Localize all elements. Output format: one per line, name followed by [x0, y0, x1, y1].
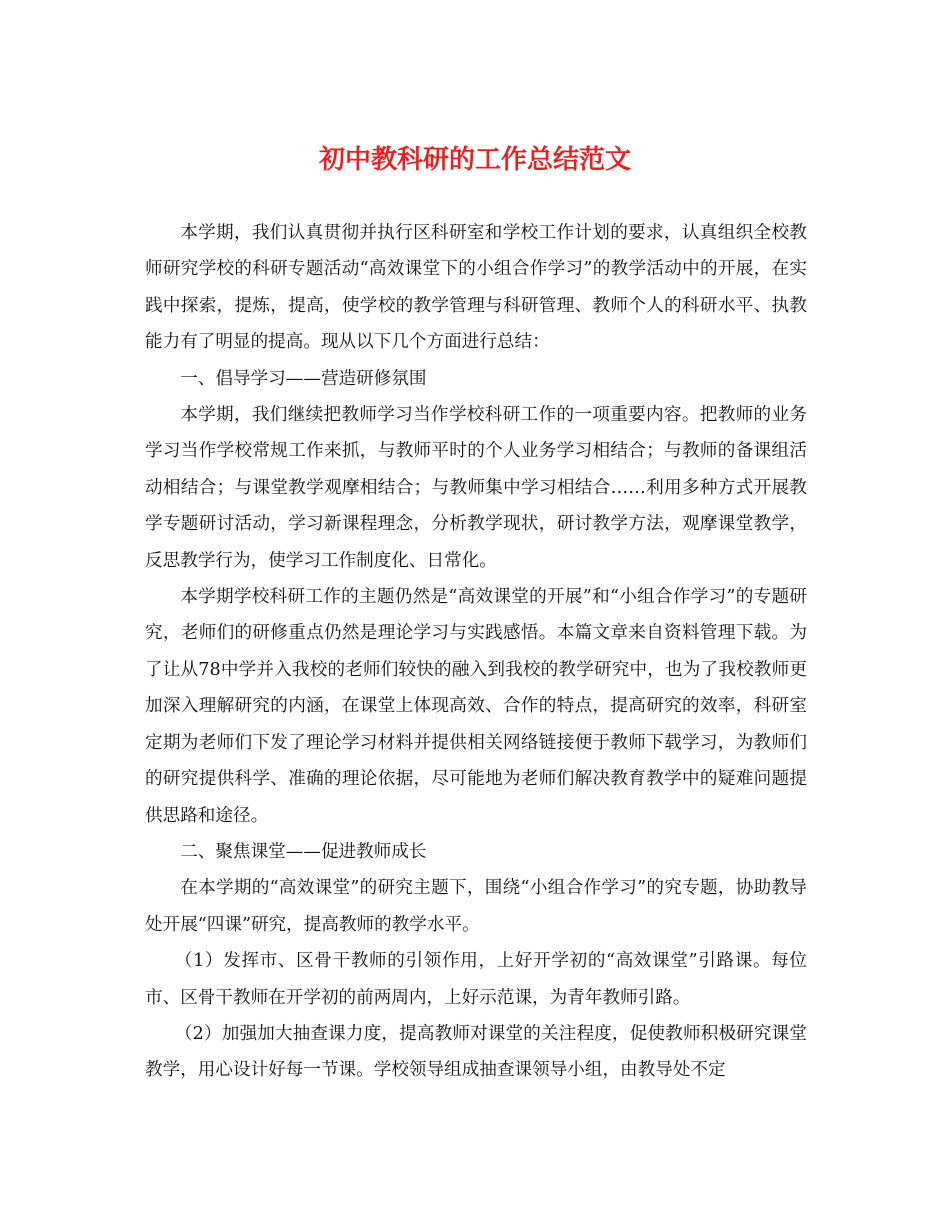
- body-paragraph: 本学期学校科研工作的主题仍然是“高效课堂的开展”和“小组合作学习”的专题研究，老师们的研修重点仍然是理论学习与实践感悟。本篇文章来自资料管理下载。为了让从78中学并入我校的老师们较快的融入到我校的教学研究中，也为了我校教师更加深入理解研究的内涵，在课堂上体现高效、合作的特点，提高研究的效率，科研室定期为老师们下发了理论学习材料并提供相关网络链接便于教师下载学习，为教师们的研究提供科学、准确的理论依据，尽可能地为老师们解决教育教学中的疑难问题提供思路和途径。: [145, 587, 807, 826]
- intro-paragraph: 本学期，我们认真贯彻并执行区科研室和学校工作计划的要求，认真组织全校教师研究学校的科研专题活动“高效课堂下的小组合作学习”的教学活动中的开展，在实践中探索，提炼，提高，使学校的教学管理与科研管理、教师个人的科研水平、执教能力有了明显的提高。现从以下几个方面进行总结：: [145, 223, 807, 353]
- body-paragraph: 在本学期的“高效课堂”的研究主题下，围绕“小组合作学习”的究专题，协助教导处开展“四课”研究，提高教师的教学水平。: [145, 878, 807, 935]
- list-item-1: （1）发挥市、区骨干教师的引领作用，上好开学初的“高效课堂”引路课。每位市、区骨干教师在开学初的前两周内，上好示范课，为青年教师引路。: [145, 951, 807, 1008]
- document-title: 初中教科研的工作总结范文: [318, 145, 631, 175]
- body-paragraph: 本学期，我们继续把教师学习当作学校科研工作的一项重要内容。把教师的业务学习当作学校常规工作来抓，与教师平时的个人业务学习相结合；与教师的备课组活动相结合；与课堂教学观摩相结合；与教师集中学习相结合……利用多种方式开展教学专题研讨活动，学习新课程理念，分析教学现状，研讨教学方法，观摩课堂教学，反思教学行为，使学习工作制度化、日常化。: [145, 405, 807, 571]
- section-heading-2: 二、聚焦课堂——促进教师成长: [180, 841, 427, 862]
- document-body: [145, 215, 807, 1089]
- list-item-2: （2）加强加大抽查课力度，提高教师对课堂的关注程度，促使教师积极研究课堂教学，用心设计好每一节课。学校领导组成抽查课领导小组，由教导处不定: [145, 1023, 807, 1081]
- section-heading-1: 一、倡导学习——营造研修氛围: [180, 368, 427, 389]
